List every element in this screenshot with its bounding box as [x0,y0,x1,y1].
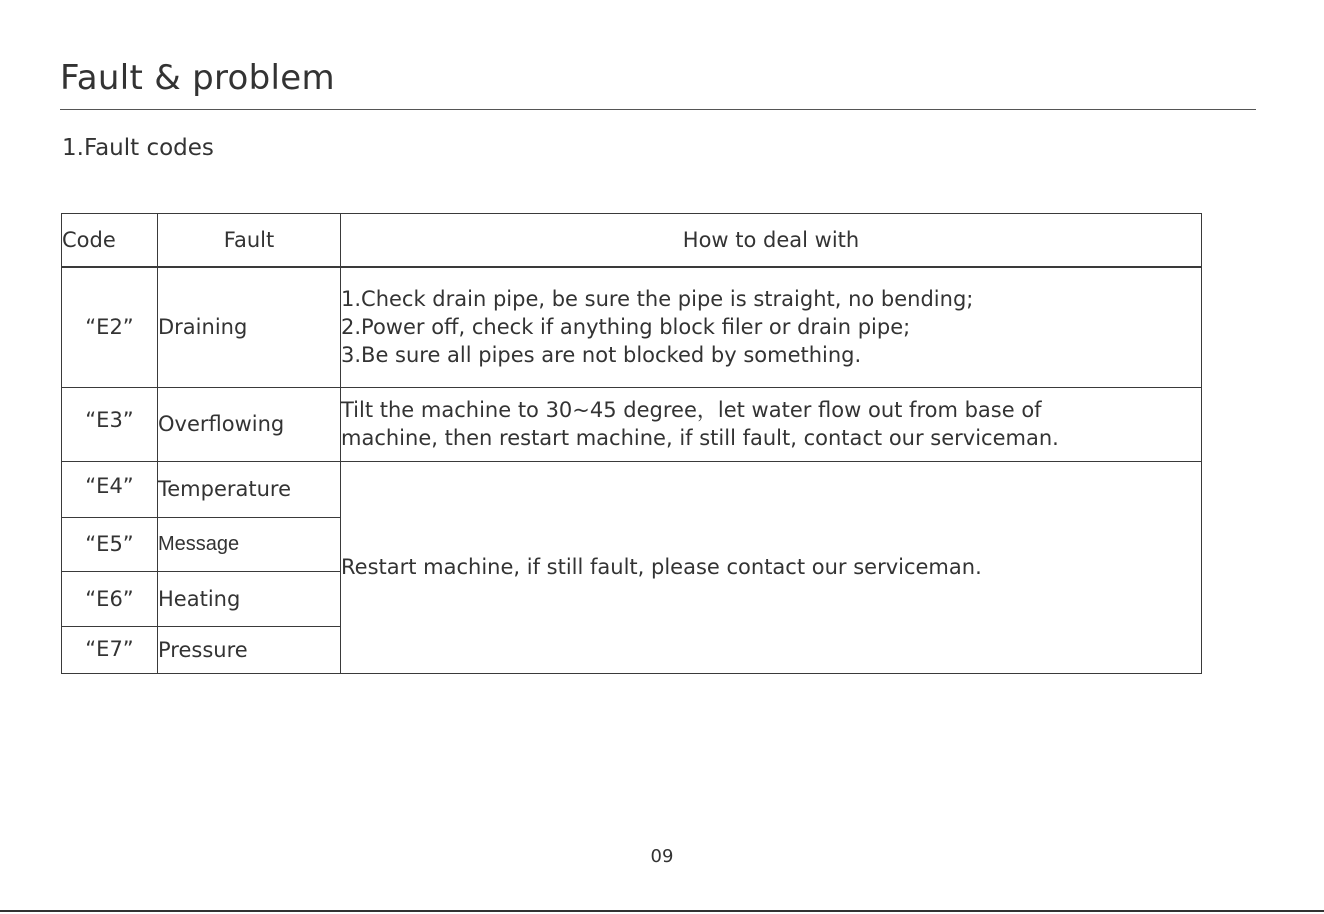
fault-name: Overflowing [158,387,341,461]
solution-cell [341,267,1202,387]
solution-step: 3.Be sure all pipes are not blocked by something. [341,343,862,368]
page-title: Fault & problem [60,58,335,98]
solution-line: machine, then restart machine, if still fault, contact our serviceman. [341,426,1059,450]
fault-name: Message [158,517,341,571]
fault-code: “E4” [62,461,158,517]
section-heading: 1.Fault codes [62,135,214,161]
title-divider [60,109,1256,110]
solution-line: Tilt the machine to 30~45 degree，let water flow out from base of [341,398,1042,422]
fault-name: Heating [158,571,341,626]
table-row [62,387,1202,461]
header-fault: Fault [158,214,341,268]
fault-codes-table [61,213,1202,674]
fault-code: “E5” [62,517,158,571]
table-row [62,267,1202,387]
fault-name: Pressure [158,626,341,673]
solution-step: 1.Check drain pipe, be sure the pipe is straight, no bending; [341,287,974,312]
fault-code: “E6” [62,571,158,626]
fault-code: “E3” [62,387,158,461]
solution-step: 2.Power off, check if anything block filer or drain pipe; [341,315,911,340]
page-number: 09 [650,846,674,867]
fault-code: “E7” [62,626,158,673]
table-header-row [62,214,1202,268]
fault-name: Draining [158,267,341,387]
header-code: Code [62,214,158,268]
table-row [62,461,1202,517]
shared-solution: Restart machine, if still fault, please contact our serviceman. [341,461,1202,673]
fault-name: Temperature [158,461,341,517]
fault-code: “E2” [62,267,158,387]
solution-cell [341,387,1202,461]
bottom-divider [0,910,1324,912]
header-how-to-deal: How to deal with [341,214,1202,268]
